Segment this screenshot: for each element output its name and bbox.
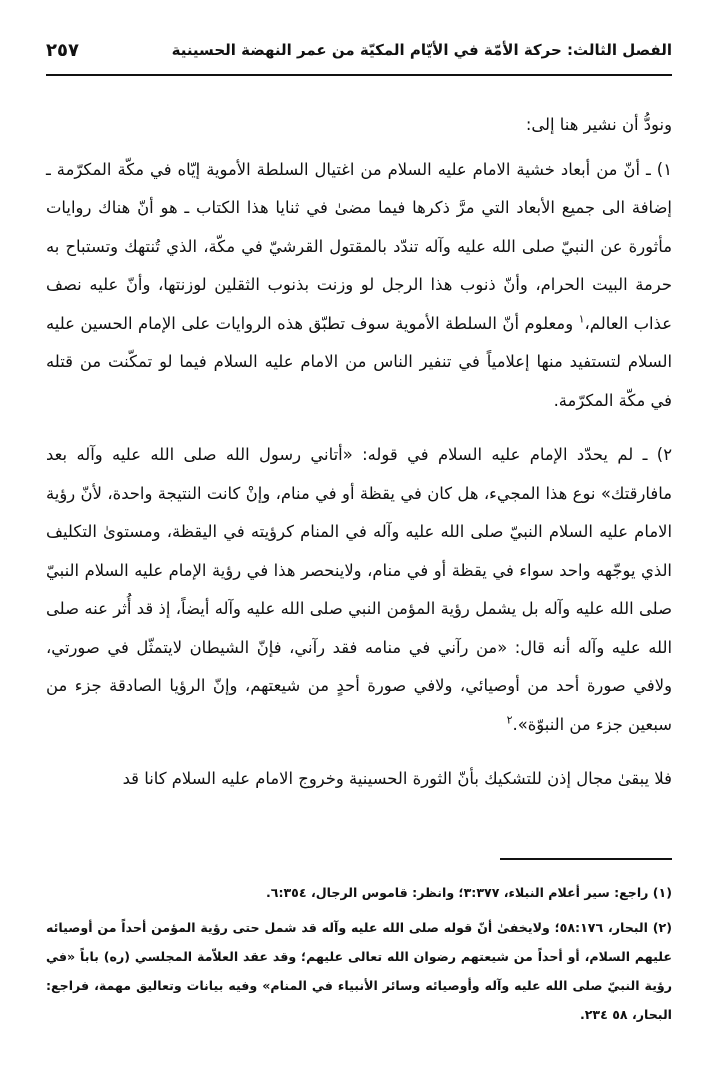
point-1-paragraph xyxy=(46,151,672,421)
point-2-text: ٢) ـ لم يحدّد الإمام عليه السلام في قوله: «أتاني رسول الله صلى الله عليه وآله بعد مافارقتك» نوع هذا المجيء، هل كان في يقظة أو في منام، وإنْ كانت النتيجة واحدة، لأنّ رؤية الامام عليه السلام النبيّ صلى الله عليه وآله في المنام كرؤيته في اليقظة، ومستوىٰ التكليف الذي يوجّهه واحد سواء في يقظة أو في منام، ولاينحصر هذا في رؤية الإمام عليه السلام النبيّ صلى الله عليه وآله بل يشمل رؤية المؤمن النبي صلى الله عليه وآله أيضاً، إذ قد أُثر عنه صلى الله عليه وآله أنه قال: «من رآني في منامه فقد رآني، فإنّ الشيطان لايتمثّل في صورتي، ولافي صورة أحد من أوصيائي، ولافي صورة أحدٍ من شيعتهم، وإنّ الرؤيا الصادقة جزء من سبعين جزء من النبوّة». xyxy=(46,445,672,734)
point-1-continued: ومعلوم أنّ السلطة الأموية سوف تطبّق هذه الروايات على الإمام الحسين عليه السلام لتستفيد منها إعلامياً في تنفير الناس من الامام عليه السلام فيما لو تمكّنت من قتله في مكّة المكرّمة. xyxy=(46,313,672,410)
main-text xyxy=(46,106,672,799)
footnote-1: (١) راجع: سير أعلام النبلاء، ٣:٣٧٧؛ وانظر: قاموس الرجال، ٦:٣٥٤. xyxy=(265,885,672,900)
intro-paragraph: ونودُّ أن نشير هنا إلى: xyxy=(525,115,672,134)
conclusion-paragraph: فلا يبقىٰ مجال إذن للتشكيك بأنّ الثورة الحسينية وخروج الامام عليه السلام كانا قد xyxy=(122,769,672,788)
point-2-paragraph xyxy=(46,436,672,744)
book-page xyxy=(46,30,672,1050)
point-1-text: ١) ـ أنّ من أبعاد خشية الامام عليه السلام من اغتيال السلطة الأموية إيّاه في مكّة المكرّمة ـ إضافة الى جميع الأبعاد التي مرَّ ذكرها فيما مضىٰ في ثنايا هذا الكتاب ـ هو أنّ هناك روايات مأثورة عن النبيّ صلى الله عليه وآله تندّد بالمقتول القرشيّ في مكّة، الذي تُنتهك وتستباح به حرمة البيت الحرام، وأنّ ذنوب هذا الرجل لو وزنت بذنوب الثقلين لوزنتها، وأنّ عليه نصف عذاب العالم، xyxy=(46,159,672,333)
page-number: ٢٥٧ xyxy=(46,39,79,61)
running-head: الفصل الثالث: حركة الأمّة في الأيّام المكيّة من عمر النهضة الحسينية xyxy=(171,41,672,59)
footnote-2: (٢) البحار، ٥٨:١٧٦؛ ولايخفىٰ أنّ قوله صلى الله عليه وآله قد شمل حتى رؤية المؤمن أحداً من أوصيائه عليهم السلام، أو أحداً من شيعتهم رضوان الله تعالى عليهم؛ وقد عقد العلاّمة المجلسي (ره) باباً «في رؤية النبيّ صلى الله عليه وآله وأوصيائه وسائر الأنبياء في المنام» وفيه بيانات وتعاليق مهمة، فراجع: البحار، ٥٨ ٢٣٤. xyxy=(46,920,672,1022)
footnotes xyxy=(46,878,672,1035)
footnote-ref-1: ١ xyxy=(578,312,585,326)
page-header xyxy=(46,30,672,76)
footnote-ref-2: ٢ xyxy=(506,713,513,727)
footnote-separator xyxy=(500,858,672,860)
